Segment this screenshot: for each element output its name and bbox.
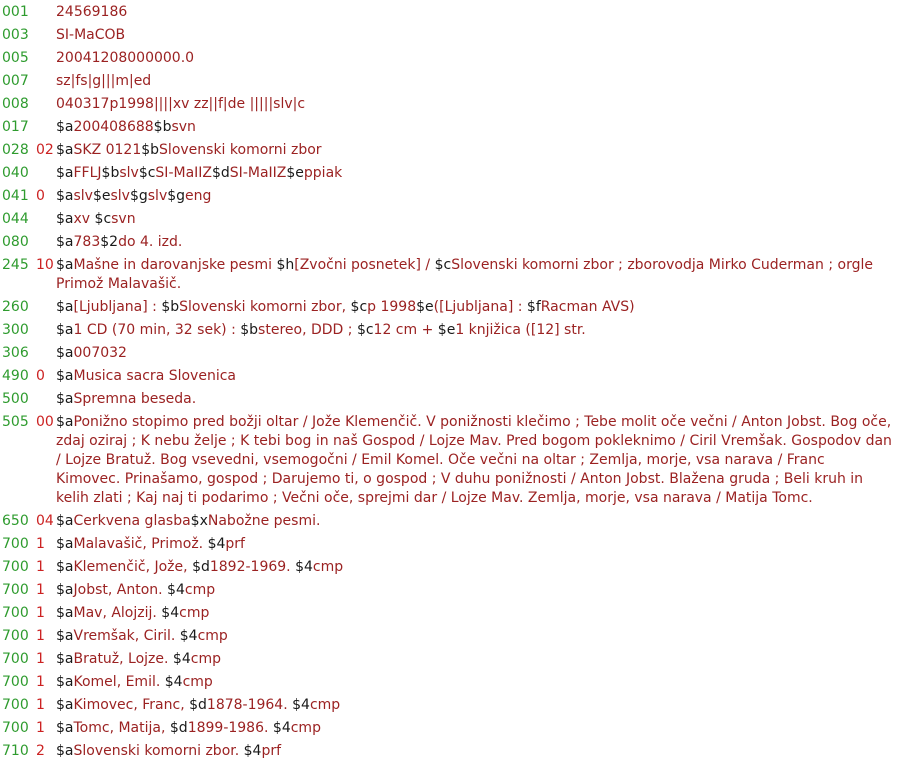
marc-field-650 bbox=[0, 512, 900, 531]
subfield-code: $g bbox=[167, 188, 186, 204]
subfield-code: $b bbox=[153, 119, 172, 135]
marc-field-700 bbox=[0, 581, 900, 600]
field-content bbox=[56, 558, 900, 577]
subfield-value: svn bbox=[171, 119, 196, 135]
marc-field-044 bbox=[0, 210, 900, 229]
subfield-code: $a bbox=[56, 651, 74, 667]
marc-field-700 bbox=[0, 650, 900, 669]
subfield-code: $a bbox=[56, 142, 74, 158]
subfield-value: slv bbox=[110, 188, 130, 204]
field-content bbox=[56, 3, 900, 22]
field-tag: 700 bbox=[2, 559, 29, 575]
subfield-code: $c bbox=[94, 211, 112, 227]
subfield-code: $d bbox=[192, 559, 210, 575]
subfield-code: $a bbox=[56, 211, 74, 227]
subfield-code: $d bbox=[189, 697, 207, 713]
field-tag: 700 bbox=[2, 651, 29, 667]
subfield-value: [Ljubljana] : bbox=[73, 299, 162, 315]
field-content bbox=[56, 233, 900, 252]
marc-field-700 bbox=[0, 535, 900, 554]
marc-field-306 bbox=[0, 344, 900, 363]
subfield-value: SI-MaIIZ bbox=[229, 165, 287, 181]
subfield-code: $4 bbox=[164, 674, 183, 690]
subfield-code: $4 bbox=[179, 628, 198, 644]
subfield-code: $a bbox=[56, 674, 74, 690]
subfield-code: $e bbox=[286, 165, 304, 181]
subfield-value: Kimovec, Franc, bbox=[73, 697, 190, 713]
field-tag: 650 bbox=[2, 513, 29, 529]
subfield-code: $a bbox=[56, 368, 74, 384]
subfield-value: Ponižno stopimo pred božji oltar / Jože Klemenčič. V ponižnosti klečimo ; Tebe molit oče večni / Anton Jobst. Bog oče, zdaj oziraj ; K nebu želje ; K tebi bog in naš Gospod / Lojze Mav. Pred bogom pokleknimo / Ciril Vremšak. Gospodov dan / Lojze Bratuž. Bog vsevedni, vsemogočni / Emil Komel. Oče večni na oltar ; Zemlja, morje, vsa narava / Franc Kimovec. Prinašamo, gospod ; Darujemo ti, o gospod ; V duhu ponižnosti / Anton Jobst. Blažena gruda ; Beli kruh in kelih zlati ; Kaj naj ti podarimo ; Večni oče, sprejmi dar / Lojze Mav. Zemlja, morje, vsa narava / Matija Tomc. bbox=[56, 414, 892, 506]
field-content bbox=[56, 118, 900, 137]
subfield-value: cmp bbox=[290, 720, 321, 736]
marc-field-505 bbox=[0, 413, 900, 508]
marc-field-700 bbox=[0, 558, 900, 577]
field-content bbox=[56, 321, 900, 340]
field-tag: 008 bbox=[2, 96, 29, 112]
field-content bbox=[56, 344, 900, 363]
subfield-value: svn bbox=[111, 211, 136, 227]
subfield-value: Jobst, Anton. bbox=[73, 582, 168, 598]
field-tag: 041 bbox=[2, 188, 29, 204]
subfield-value: 1899-1986. bbox=[187, 720, 273, 736]
subfield-value: Malavašič, Primož. bbox=[73, 536, 208, 552]
subfield-value: Mašne in darovanjske pesmi bbox=[73, 257, 277, 273]
field-content bbox=[56, 413, 900, 508]
field-content bbox=[56, 210, 900, 229]
subfield-value: prf bbox=[225, 536, 245, 552]
field-indicators: 1 bbox=[36, 582, 45, 598]
subfield-code: $e bbox=[92, 188, 111, 204]
subfield-value: Tomc, Matija, bbox=[73, 720, 170, 736]
subfield-code: $a bbox=[56, 391, 74, 407]
subfield-code: $d bbox=[169, 720, 188, 736]
subfield-value: do 4. izd. bbox=[118, 234, 183, 250]
subfield-code: $4 bbox=[167, 582, 185, 598]
subfield-code: $a bbox=[56, 322, 74, 338]
subfield-code: $a bbox=[56, 605, 74, 621]
subfield-code: $a bbox=[56, 345, 74, 361]
subfield-value: ([Ljubljana] : bbox=[433, 299, 527, 315]
subfield-value: Klemenčič, Jože, bbox=[73, 559, 193, 575]
subfield-value: SKZ 0121 bbox=[73, 142, 142, 158]
subfield-value: xv bbox=[73, 211, 95, 227]
subfield-value: slv bbox=[147, 188, 168, 204]
field-indicators: 0 bbox=[36, 368, 45, 384]
field-content bbox=[56, 673, 900, 692]
marc-field-500 bbox=[0, 390, 900, 409]
subfield-value: slv bbox=[119, 165, 139, 181]
field-tag: 700 bbox=[2, 628, 29, 644]
field-tag: 245 bbox=[2, 257, 29, 273]
marc-field-080 bbox=[0, 233, 900, 252]
subfield-value: 1892-1969. bbox=[209, 559, 296, 575]
field-indicators: 1 bbox=[36, 605, 45, 621]
marc-field-300 bbox=[0, 321, 900, 340]
field-indicators: 1 bbox=[36, 559, 45, 575]
field-tag: 700 bbox=[2, 536, 29, 552]
field-indicators: 1 bbox=[36, 674, 45, 690]
subfield-value: Slovenski komorni zbor ; zborovodja Mirko Cuderman ; orgle Primož Malavašič. bbox=[56, 257, 873, 292]
field-tag: 044 bbox=[2, 211, 29, 227]
subfield-code: $a bbox=[56, 697, 74, 713]
marc-field-700 bbox=[0, 604, 900, 623]
subfield-code: $4 bbox=[272, 720, 291, 736]
subfield-value: [Zvočni posnetek] / bbox=[294, 257, 435, 273]
subfield-value: cmp bbox=[309, 697, 341, 713]
subfield-value: prf bbox=[261, 743, 282, 759]
subfield-value: Nabožne pesmi. bbox=[207, 513, 321, 529]
subfield-code: $e bbox=[416, 299, 434, 315]
field-content bbox=[56, 535, 900, 554]
subfield-code: $g bbox=[129, 188, 148, 204]
subfield-value: 007032 bbox=[73, 345, 127, 361]
subfield-code: $c bbox=[350, 299, 368, 315]
subfield-value: Spremna beseda. bbox=[73, 391, 197, 407]
field-content bbox=[56, 164, 900, 183]
field-tag: 001 bbox=[2, 4, 29, 20]
subfield-code: $4 bbox=[161, 605, 180, 621]
marc-field-001 bbox=[0, 3, 900, 22]
subfield-value: 783 bbox=[73, 234, 101, 250]
subfield-code: $2 bbox=[100, 234, 119, 250]
field-content bbox=[56, 141, 900, 160]
subfield-value: Slovenski komorni zbor. bbox=[73, 743, 244, 759]
subfield-value: eng bbox=[185, 188, 212, 204]
field-content bbox=[56, 298, 900, 317]
marc-field-005 bbox=[0, 49, 900, 68]
subfield-value: 1 knjižica ([12] str. bbox=[455, 322, 586, 338]
field-tag: 080 bbox=[2, 234, 29, 250]
field-content bbox=[56, 719, 900, 738]
subfield-value: Bratuž, Lojze. bbox=[73, 651, 173, 667]
field-content bbox=[56, 26, 900, 45]
subfield-code: $c bbox=[434, 257, 452, 273]
subfield-code: $a bbox=[56, 234, 74, 250]
field-content bbox=[56, 512, 900, 531]
subfield-value: Vremšak, Ciril. bbox=[73, 628, 180, 644]
subfield-value: Musica sacra Slovenica bbox=[73, 368, 236, 384]
field-tag: 700 bbox=[2, 674, 29, 690]
subfield-value: Cerkvena glasba bbox=[73, 513, 191, 529]
marc-field-017 bbox=[0, 118, 900, 137]
subfield-value: cmp bbox=[179, 605, 210, 621]
field-tag: 040 bbox=[2, 165, 29, 181]
control-field-value: sz|fs|g|||m|ed bbox=[56, 73, 152, 89]
field-content bbox=[56, 696, 900, 715]
subfield-code: $d bbox=[212, 165, 230, 181]
field-tag: 710 bbox=[2, 743, 29, 759]
subfield-code: $4 bbox=[292, 697, 310, 713]
subfield-value: cmp bbox=[184, 582, 216, 598]
subfield-code: $4 bbox=[172, 651, 191, 667]
field-content bbox=[56, 604, 900, 623]
control-field-value: 20041208000000.0 bbox=[56, 50, 195, 66]
subfield-value: Mav, Alojzij. bbox=[73, 605, 162, 621]
field-content bbox=[56, 390, 900, 409]
field-tag: 005 bbox=[2, 50, 29, 66]
field-tag: 306 bbox=[2, 345, 29, 361]
field-indicators: 1 bbox=[36, 536, 45, 552]
field-content bbox=[56, 95, 900, 114]
subfield-code: $b bbox=[101, 165, 120, 181]
marc-field-700 bbox=[0, 696, 900, 715]
field-content bbox=[56, 650, 900, 669]
subfield-value: 1 CD (70 min, 32 sek) : bbox=[73, 322, 241, 338]
marc-field-260 bbox=[0, 298, 900, 317]
field-indicators: 02 bbox=[36, 142, 54, 158]
marc-field-490 bbox=[0, 367, 900, 386]
subfield-value: cmp bbox=[190, 651, 221, 667]
control-field-value: SI-MaCOB bbox=[56, 27, 126, 43]
field-indicators: 04 bbox=[36, 513, 54, 529]
field-content bbox=[56, 49, 900, 68]
marc-field-007 bbox=[0, 72, 900, 91]
field-tag: 017 bbox=[2, 119, 29, 135]
marc-field-003 bbox=[0, 26, 900, 45]
marc-field-040 bbox=[0, 164, 900, 183]
subfield-value: Racman AVS) bbox=[540, 299, 635, 315]
field-content bbox=[56, 187, 900, 206]
field-indicators: 00 bbox=[36, 414, 54, 430]
subfield-value: FFLJ bbox=[73, 165, 102, 181]
field-tag: 700 bbox=[2, 605, 29, 621]
subfield-code: $a bbox=[56, 559, 74, 575]
field-indicators: 1 bbox=[36, 628, 45, 644]
field-content bbox=[56, 627, 900, 646]
subfield-value: SI-MaIIZ bbox=[155, 165, 212, 181]
field-tag: 700 bbox=[2, 720, 29, 736]
subfield-value: Slovenski komorni zbor bbox=[159, 142, 322, 158]
subfield-value: cmp bbox=[182, 674, 213, 690]
subfield-code: $b bbox=[240, 322, 259, 338]
subfield-code: $a bbox=[56, 119, 74, 135]
field-indicators: 10 bbox=[36, 257, 54, 273]
field-indicators: 2 bbox=[36, 743, 45, 759]
subfield-value: Komel, Emil. bbox=[73, 674, 165, 690]
field-indicators: 1 bbox=[36, 651, 45, 667]
subfield-code: $a bbox=[56, 720, 74, 736]
marc-field-700 bbox=[0, 719, 900, 738]
field-tag: 700 bbox=[2, 697, 29, 713]
subfield-value: p 1998 bbox=[367, 299, 417, 315]
subfield-value: 12 cm + bbox=[373, 322, 438, 338]
field-indicators: 1 bbox=[36, 697, 45, 713]
field-tag: 028 bbox=[2, 142, 29, 158]
subfield-value: cmp bbox=[197, 628, 228, 644]
field-content bbox=[56, 256, 900, 294]
control-field-value: 040317p1998||||xv zz||f|de |||||slv|c bbox=[56, 96, 306, 112]
subfield-value: Slovenski komorni zbor, bbox=[179, 299, 351, 315]
subfield-code: $a bbox=[56, 257, 74, 273]
subfield-code: $a bbox=[56, 188, 74, 204]
subfield-value: cmp bbox=[312, 559, 344, 575]
marc-field-041 bbox=[0, 187, 900, 206]
subfield-code: $a bbox=[56, 628, 74, 644]
field-tag: 003 bbox=[2, 27, 29, 43]
subfield-value: slv bbox=[73, 188, 93, 204]
subfield-code: $4 bbox=[295, 559, 313, 575]
subfield-code: $b bbox=[141, 142, 160, 158]
subfield-code: $c bbox=[356, 322, 374, 338]
subfield-code: $x bbox=[190, 513, 208, 529]
field-content bbox=[56, 367, 900, 386]
marc-field-710 bbox=[0, 742, 900, 761]
field-indicators: 1 bbox=[36, 720, 45, 736]
field-content bbox=[56, 72, 900, 91]
field-content bbox=[56, 742, 900, 761]
field-tag: 490 bbox=[2, 368, 29, 384]
subfield-code: $a bbox=[56, 513, 74, 529]
subfield-code: $4 bbox=[207, 536, 226, 552]
field-tag: 260 bbox=[2, 299, 29, 315]
subfield-code: $c bbox=[138, 165, 156, 181]
subfield-code: $a bbox=[56, 536, 74, 552]
field-tag: 007 bbox=[2, 73, 29, 89]
subfield-code: $a bbox=[56, 299, 74, 315]
subfield-code: $a bbox=[56, 582, 74, 598]
control-field-value: 24569186 bbox=[56, 4, 128, 20]
subfield-value: ppiak bbox=[303, 165, 343, 181]
subfield-code: $f bbox=[526, 299, 541, 315]
subfield-code: $e bbox=[437, 322, 456, 338]
subfield-code: $4 bbox=[243, 743, 262, 759]
field-tag: 300 bbox=[2, 322, 29, 338]
field-tag: 500 bbox=[2, 391, 29, 407]
field-tag: 700 bbox=[2, 582, 29, 598]
subfield-code: $a bbox=[56, 414, 74, 430]
field-indicators: 0 bbox=[36, 188, 45, 204]
field-tag: 505 bbox=[2, 414, 29, 430]
marc-field-028 bbox=[0, 141, 900, 160]
subfield-code: $h bbox=[276, 257, 295, 273]
subfield-code: $a bbox=[56, 743, 74, 759]
subfield-code: $b bbox=[161, 299, 180, 315]
marc-field-245 bbox=[0, 256, 900, 294]
field-content bbox=[56, 581, 900, 600]
marc-field-008 bbox=[0, 95, 900, 114]
subfield-value: stereo, DDD ; bbox=[258, 322, 357, 338]
marc-field-700 bbox=[0, 627, 900, 646]
subfield-value: 200408688 bbox=[73, 119, 154, 135]
marc-field-700 bbox=[0, 673, 900, 692]
subfield-value: 1878-1964. bbox=[206, 697, 293, 713]
subfield-code: $a bbox=[56, 165, 74, 181]
